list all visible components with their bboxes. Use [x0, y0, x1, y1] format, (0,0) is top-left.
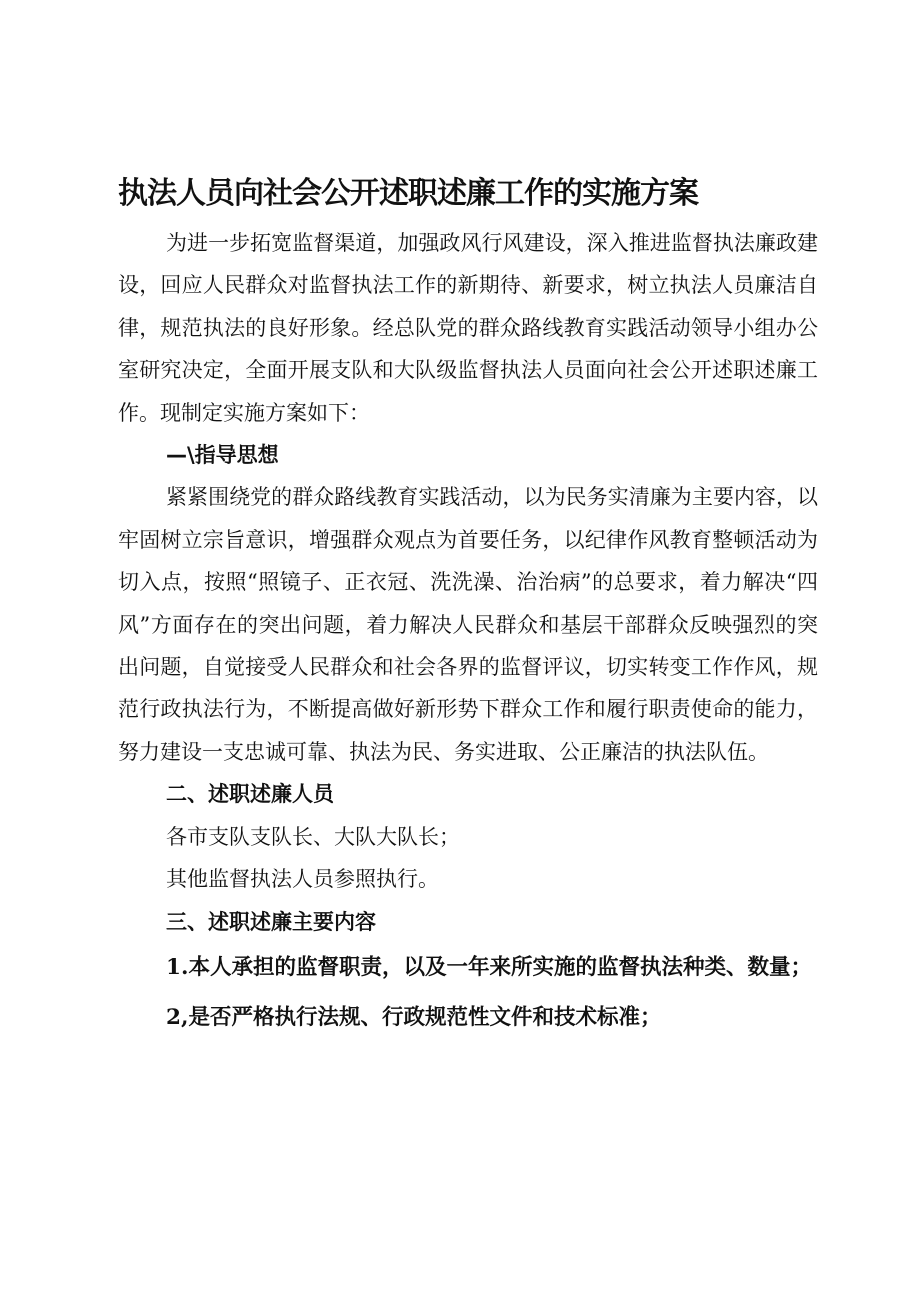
document-body [118, 222, 818, 1043]
section1-heading: —\指导思想 [166, 443, 279, 468]
section2-line-2: 其他监督执法人员参照执行。 [166, 867, 439, 892]
section2-line-1: 各市支队支队长、大队大队长； [166, 824, 460, 849]
intro-paragraph: 为进一步拓宽监督渠道，加强政风行风建设，深入推进监督执法廉政建设，回应人民群众对监督执法工作的新期待、新要求，树立执法人员廉洁自律，规范执法的良好形象。经总队党的群众路线教育实践活动领导小组办公室研究决定，全面开展支队和大队级监督执法人员面向社会公开述职述廉工作。现制定实施方案如下： [118, 231, 818, 425]
section3-item-1: 1.本人承担的监督职责，以及一年来所实施的监督执法种类、数量； [166, 954, 812, 980]
document-title: 执法人员向社会公开述职述廉工作的实施方案 [118, 176, 698, 211]
section3-item-2: 2,是否严格执行法规、行政规范性文件和技术标准； [166, 1004, 662, 1030]
section2-heading: 二、述职述廉人员 [166, 782, 334, 807]
section1-paragraph: 紧紧围绕党的群众路线教育实践活动，以为民务实清廉为主要内容，以牢固树立宗旨意识，增强群众观点为首要任务，以纪律作风教育整顿活动为切入点，按照“照镜子、正衣冠、洗洗澡、治治病”的总要求，着力解决“四风”方面存在的突出问题，着力解决人民群众和基层干部群众反映强烈的突出问题，自觉接受人民群众和社会各界的监督评议，切实转变工作作风，规范行政执法行为，不断提高做好新形势下群众工作和履行职责使命的能力，努力建设一支忠诚可靠、执法为民、务实进取、公正廉洁的执法队伍。 [118, 485, 818, 764]
section3-heading: 三、述职述廉主要内容 [166, 909, 376, 934]
